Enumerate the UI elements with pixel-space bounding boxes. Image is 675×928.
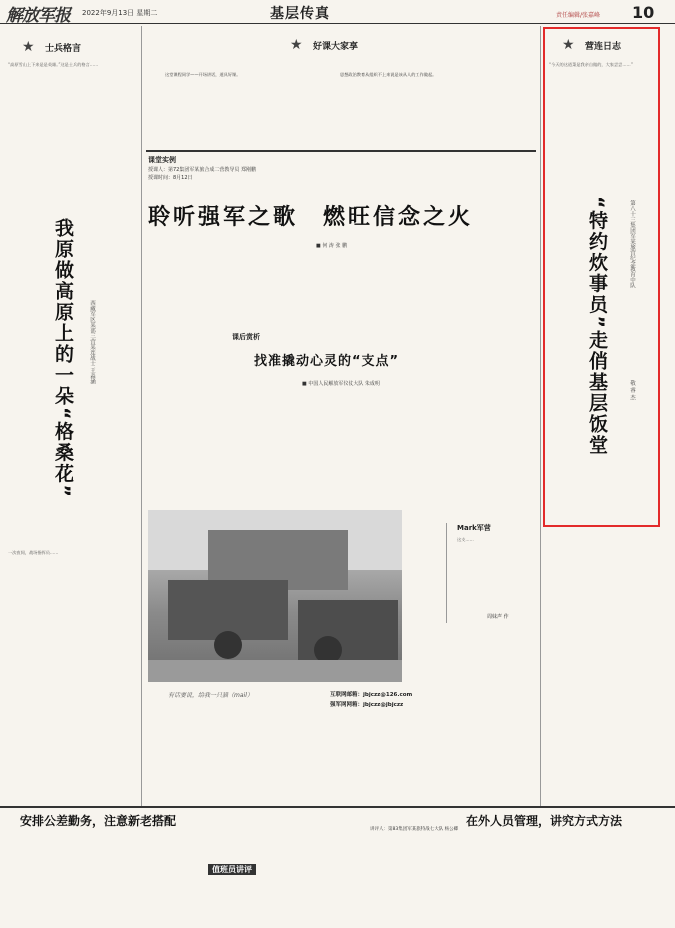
- right-body: “今天的这道菜是我亲自做的，大家尝尝……”: [549, 62, 633, 67]
- intro-left: 这堂课程同学——开场讲话，道具好课。: [165, 72, 241, 77]
- column-divider: [540, 26, 541, 806]
- section-title: 基层传真: [270, 6, 330, 22]
- column-header-label: 士兵格言: [45, 43, 82, 54]
- bottom-col: [392, 836, 518, 924]
- rule: [0, 806, 675, 808]
- mark-box: [446, 523, 532, 623]
- bottom-col: [526, 836, 666, 924]
- duty-byline: 讲评人：第83集团军某旅特战七大队 杨公卿: [370, 827, 459, 832]
- review-byline: ■ 中国人民解放军仪仗大队 朱成明: [302, 381, 380, 387]
- course-info: 授课人：第72集团军某旅合成二营教导员 郑刚鹏: [148, 167, 256, 173]
- course-label: 课堂实例: [148, 156, 176, 164]
- bottom-headline-right: 在外人员管理，讲究方式方法: [466, 814, 623, 828]
- article-col-3: [406, 258, 536, 503]
- bottom-col: [264, 875, 384, 925]
- mark-byline: 周妹声 作: [487, 614, 509, 620]
- feature-title: 我原做高原上的一朵“格桑花”: [52, 218, 74, 499]
- dateline: 2022年9月13日 星期二: [82, 9, 158, 17]
- star-icon: ★: [290, 37, 303, 53]
- column-divider: [141, 26, 142, 806]
- email-line: 强军网网箱：jbjczz@jbjczz: [330, 702, 404, 708]
- column-header: [290, 38, 358, 52]
- rule: [146, 150, 536, 152]
- photo-illustration: [148, 510, 402, 682]
- newspaper-logo: 解放军报: [6, 6, 70, 26]
- right-feature-sub: 第八十三集团军某旅营纪念教育中队: [629, 200, 635, 288]
- column-body: “高原雪山上下来是是英雄。”这是士兵的格言……: [8, 62, 99, 67]
- duty-tag-label: 值班员讲评: [208, 864, 256, 875]
- article-col-1: [148, 258, 272, 503]
- mark-head: Mark军营: [457, 524, 491, 532]
- email-line: 互联网邮箱：jbjczz@126.com: [330, 692, 413, 698]
- photo-caption: 有话要说，给我一只猫（mail）: [168, 692, 253, 699]
- main-title: 聆听强军之歌 燃旺信念之火: [148, 205, 474, 230]
- review-title: 找准撬动心灵的“支点”: [254, 354, 400, 369]
- bottom-col: [136, 836, 256, 924]
- star-icon: ★: [22, 39, 35, 55]
- column-header-label: 好课大家享: [313, 41, 359, 52]
- column-header: [562, 38, 621, 52]
- mark-text: 这支……: [457, 537, 474, 542]
- editor-credit: 责任编辑/张嘉峰: [556, 12, 601, 19]
- column-header-label: 营连日志: [585, 41, 622, 52]
- course-date: 授课时间：8月12日: [148, 175, 193, 181]
- feature-body: 一次夜间，战场指挥员……: [8, 550, 59, 555]
- right-feature-title: “特约炊事员”走俏基层饭堂: [586, 196, 608, 456]
- right-body-lower: [548, 532, 660, 787]
- review-label: 课后赏析: [232, 333, 260, 341]
- intro-right: 思想政治教育从组织不上来说是该从人的工作做起。: [340, 72, 437, 77]
- article-photo: [148, 510, 402, 682]
- right-feature-author: 敬 睿 杰: [629, 380, 635, 400]
- byline: ■ 何 涛 张 鹏: [316, 243, 348, 249]
- bottom-col: [8, 836, 128, 924]
- column-header: [22, 40, 81, 54]
- page-number: 10: [632, 3, 655, 22]
- bottom-headline-left: 安排公差勤务，注意新老搭配: [20, 814, 177, 828]
- feature-byline: 西藏军区某部三营某连战士 王淼涵: [89, 300, 95, 385]
- star-icon: ★: [562, 37, 575, 53]
